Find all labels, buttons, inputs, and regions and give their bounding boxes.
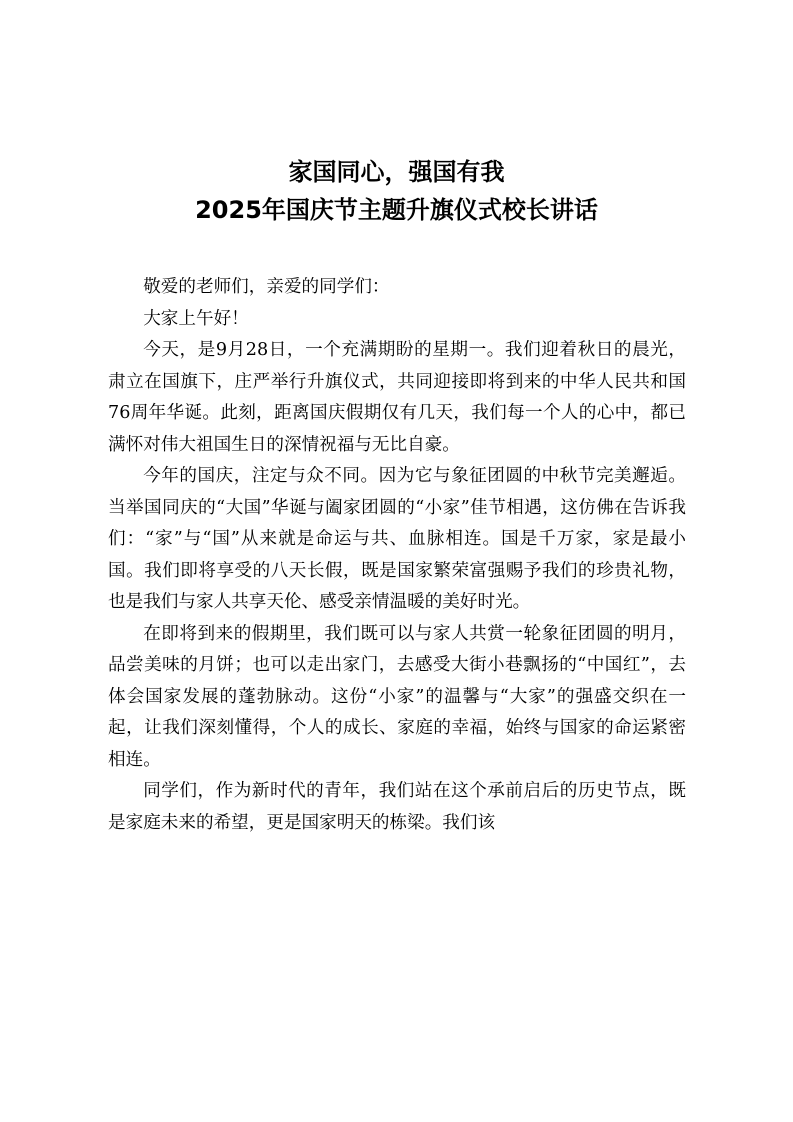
paragraph-2: 今年的国庆，注定与众不同。因为它与象征团圆的中秋节完美邂逅。当举国同庆的“大国”华诞与阖家团圆的“小家”佳节相遇，这仿佛在告诉我们：“家”与“国”从来就是命运与共、血脉相连。国是千万家，家是最小国。我们即将享受的八天长假，既是国家繁荣富强赐予我们的珍贵礼物，也是我们与家人共享天伦、感受亲情温暖的美好时光。: [108, 466, 686, 612]
document-body: [108, 272, 686, 839]
paragraph-greeting: 敬爱的老师们，亲爱的同学们：: [143, 277, 390, 297]
paragraph-3: 在即将到来的假期里，我们既可以与家人共赏一轮象征团圆的明月，品尝美味的月饼；也可以走出家门，去感受大街小巷飘扬的“中国红”，去体会国家发展的蓬勃脉动。这份“小家”的温馨与“大家”的强盛交织在一起，让我们深刻懂得，个人的成长、家庭的幸福，始终与国家的命运紧密相连。: [108, 623, 686, 770]
title-line-1: 家国同心，强国有我: [288, 158, 505, 186]
paragraph-1: 今天，是9月28日，一个充满期盼的星期一。我们迎着秋日的晨光，肃立在国旗下，庄严举行升旗仪式，共同迎接即将到来的中华人民共和国76周年华诞。此刻，距离国庆假期仅有几天，我们每一个人的心中，都已满怀对伟大祖国生日的深情祝福与无比自豪。: [108, 340, 686, 455]
document-title: [0, 153, 793, 229]
paragraph-4: 同学们，作为新时代的青年，我们站在这个承前启后的历史节点，既是家庭未来的希望，更是国家明天的栋梁。我们该: [108, 781, 686, 833]
title-line-2: 2025年国庆节主题升旗仪式校长讲话: [195, 196, 598, 224]
paragraph-salutation: 大家上午好！: [143, 308, 249, 329]
